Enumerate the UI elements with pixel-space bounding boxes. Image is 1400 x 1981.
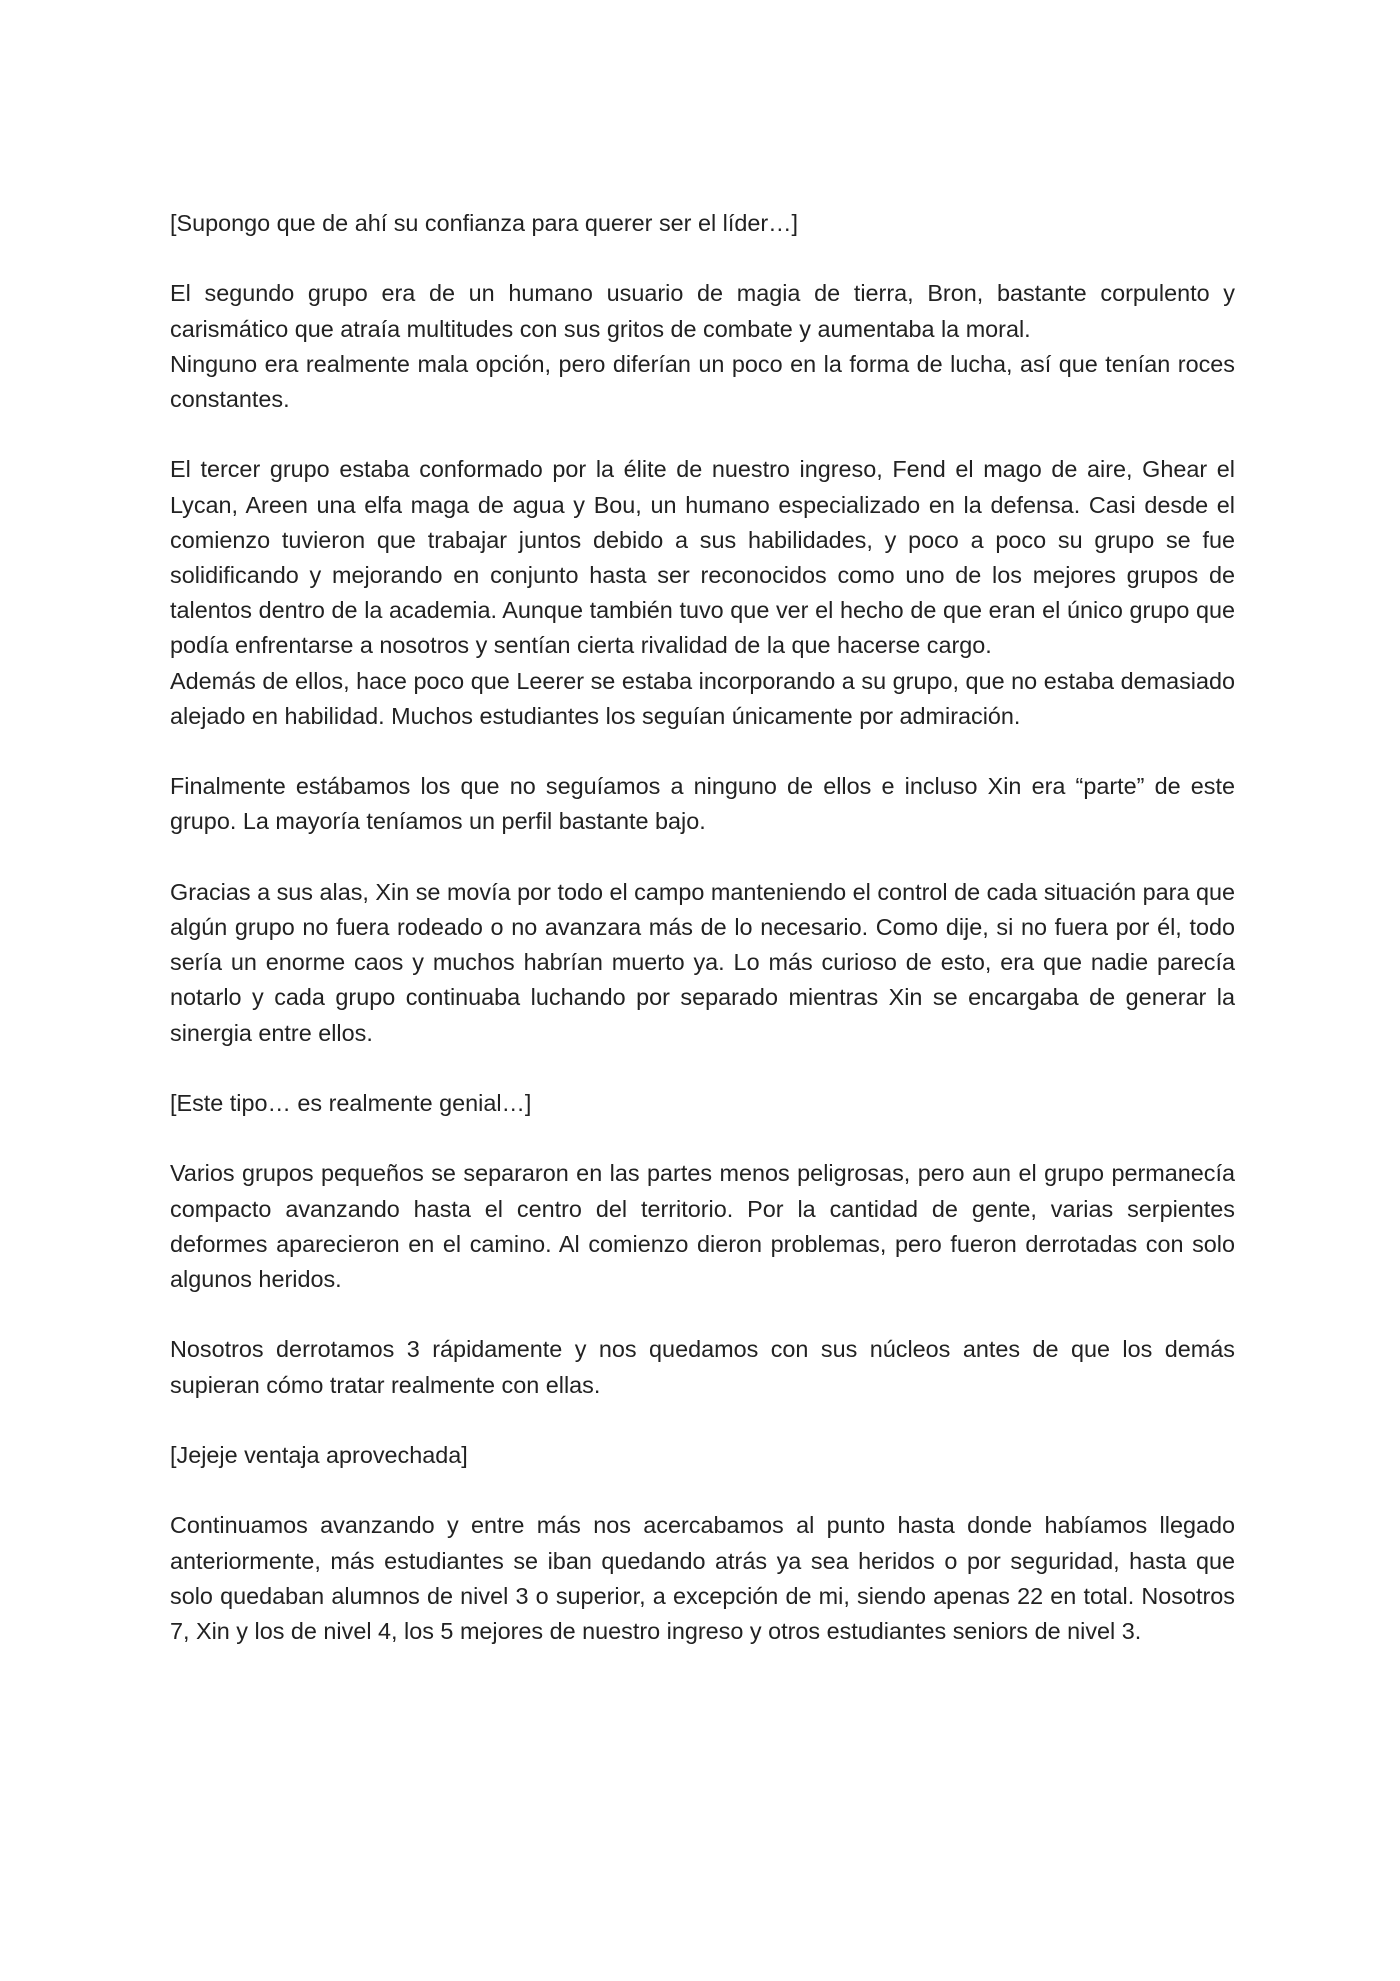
text-line: Nosotros derrotamos 3 rápidamente y nos quedamos con sus núcleos antes de que los demás supieran cómo tratar realmente con ellas. — [170, 1336, 1235, 1398]
text-line: [Este tipo… es realmente genial…] — [170, 1090, 532, 1116]
text-line: El tercer grupo estaba conformado por la élite de nuestro ingreso, Fend el mago de aire, Ghear el Lycan, Areen una elfa maga de agua y Bou, un humano especializado en la defensa. Casi desde el comienzo tuvieron que trabajar juntos debido a sus habilidades, y poco a poco su grupo se fue solidificando y mejorando en conjunto hasta ser reconocidos como uno de los mejores grupos de talentos dentro de la academia. Aunque también tuvo que ver el hecho de que eran el único grupo que podía enfrentarse a nosotros y sentían cierta rivalidad de la que hacerse cargo. — [170, 456, 1235, 659]
paragraph-6 — [170, 1086, 1235, 1121]
paragraph-4 — [170, 769, 1235, 839]
paragraph-2 — [170, 276, 1235, 417]
paragraph-3 — [170, 452, 1235, 734]
text-line: Ninguno era realmente mala opción, pero diferían un poco en la forma de lucha, así que tenían roces constantes. — [170, 350, 1235, 412]
text-line: Gracias a sus alas, Xin se movía por todo el campo manteniendo el control de cada situación para que algún grupo no fuera rodeado o no avanzara más de lo necesario. Como dije, si no fuera por él, todo sería un enorme caos y muchos habrían muerto ya. Lo más curioso de esto, era que nadie parecía notarlo y cada grupo continuaba luchando por separado mientras Xin se encargaba de generar la sinergia entre ellos. — [170, 878, 1235, 1046]
text-line: Continuamos avanzando y entre más nos acercabamos al punto hasta donde habíamos llegado anteriormente, más estudiantes se iban quedando atrás ya sea heridos o por seguridad, hasta que solo quedaban alumnos de nivel 3 o superior, a excepción de mi, siendo apenas 22 en total. Nosotros 7, Xin y los de nivel 4, los 5 mejores de nuestro ingreso y otros estudiantes seniors de nivel 3. — [170, 1512, 1235, 1644]
paragraph-10 — [170, 1508, 1235, 1649]
text-line: Además de ellos, hace poco que Leerer se estaba incorporando a su grupo, que no estaba demasiado alejado en habilidad. Muchos estudiantes los seguían únicamente por admiración. — [170, 667, 1235, 729]
paragraph-8 — [170, 1332, 1235, 1402]
text-line: Finalmente estábamos los que no seguíamos a ninguno de ellos e incluso Xin era “parte” de este grupo. La mayoría teníamos un perfil bastante bajo. — [170, 773, 1235, 835]
text-line: [Supongo que de ahí su confianza para querer ser el líder…] — [170, 210, 799, 236]
paragraph-7 — [170, 1156, 1235, 1297]
text-line: [Jejeje ventaja aprovechada] — [170, 1441, 468, 1468]
text-line: El segundo grupo era de un humano usuario de magia de tierra, Bron, bastante corpulento y carismático que atraía multitudes con sus gritos de combate y aumentaba la moral. — [170, 280, 1235, 342]
paragraph-1 — [170, 206, 1235, 241]
text-line: Varios grupos pequeños se separaron en las partes menos peligrosas, pero aun el grupo permanecía compacto avanzando hasta el centro del territorio. Por la cantidad de gente, varias serpientes deformes aparecieron en el camino. Al comienzo dieron problemas, pero fueron derrotadas con solo algunos heridos. — [170, 1160, 1235, 1292]
paragraph-5 — [170, 875, 1235, 1051]
document-body — [170, 206, 1235, 1684]
paragraph-9 — [170, 1438, 1235, 1473]
